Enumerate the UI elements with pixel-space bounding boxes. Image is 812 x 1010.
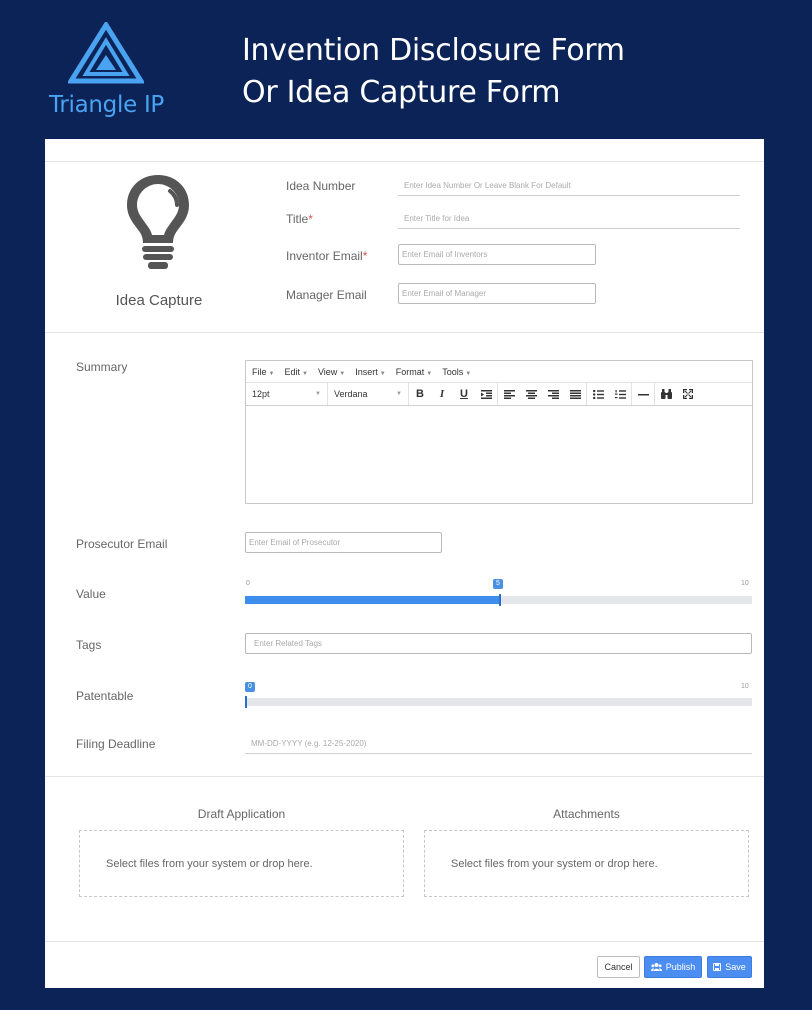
prosecutor-email-input[interactable] bbox=[245, 532, 442, 553]
horizontal-rule-button[interactable] bbox=[632, 383, 654, 405]
underline-icon: U bbox=[460, 388, 468, 400]
menu-format-label: Format bbox=[395, 366, 425, 377]
chevron-down-icon: ▼ bbox=[301, 370, 308, 377]
indent-icon bbox=[481, 390, 492, 399]
bullet-list-icon bbox=[593, 390, 604, 399]
value-slider-handle[interactable] bbox=[499, 594, 501, 606]
menu-edit-label: Edit bbox=[284, 366, 300, 377]
divider bbox=[45, 332, 764, 333]
numbered-list-button[interactable] bbox=[609, 383, 631, 405]
inventor-email-label-text: Inventor Email bbox=[286, 249, 363, 263]
idea-number-label: Idea Number bbox=[286, 179, 356, 193]
font-size-value: 12pt bbox=[252, 389, 270, 399]
summary-label: Summary bbox=[76, 360, 128, 374]
filing-deadline-input[interactable] bbox=[245, 737, 752, 754]
users-icon bbox=[651, 963, 662, 971]
required-mark: * bbox=[308, 212, 313, 226]
align-center-button[interactable] bbox=[520, 383, 542, 405]
chevron-down-icon: ▼ bbox=[268, 370, 275, 377]
cancel-button[interactable] bbox=[597, 956, 640, 978]
menu-tools[interactable] bbox=[442, 367, 471, 377]
page-title-line-1: Invention Disclosure Form bbox=[242, 33, 625, 68]
menu-insert-label: Insert bbox=[355, 366, 378, 377]
required-mark: * bbox=[362, 249, 368, 263]
italic-icon: I bbox=[439, 388, 445, 400]
summary-editor bbox=[245, 360, 753, 504]
bold-icon: B bbox=[416, 388, 424, 400]
fullscreen-button[interactable] bbox=[677, 383, 699, 405]
align-right-icon bbox=[548, 390, 559, 399]
tags-input[interactable] bbox=[245, 633, 752, 654]
menu-view-label: View bbox=[317, 366, 338, 377]
value-current-bubble: 5 bbox=[493, 579, 503, 589]
chevron-down-icon: ▼ bbox=[465, 370, 472, 377]
patentable-label: Patentable bbox=[76, 689, 134, 703]
menu-file-label: File bbox=[252, 366, 267, 377]
floppy-disk-icon bbox=[713, 963, 721, 971]
find-icon bbox=[661, 389, 672, 399]
value-max-label: 10 bbox=[741, 580, 749, 587]
title-label-text: Title bbox=[286, 212, 309, 226]
inventor-email-label bbox=[286, 249, 367, 263]
menu-tools-label: Tools bbox=[442, 366, 464, 377]
numbered-list-icon bbox=[615, 390, 626, 399]
triangle-logo-icon bbox=[68, 22, 144, 84]
inventor-email-input[interactable] bbox=[398, 244, 596, 265]
save-label: Save bbox=[725, 962, 746, 972]
brand-name: Triangle IP bbox=[49, 92, 164, 118]
tags-label: Tags bbox=[76, 638, 102, 652]
patentable-slider[interactable] bbox=[245, 698, 752, 706]
save-button[interactable] bbox=[707, 956, 752, 978]
chevron-down-icon: ▼ bbox=[426, 370, 433, 377]
manager-email-label: Manager Email bbox=[286, 288, 367, 302]
idea-number-input[interactable] bbox=[398, 179, 740, 196]
patentable-current-bubble: 0 bbox=[245, 682, 255, 692]
divider bbox=[45, 941, 764, 942]
chevron-down-icon: ▼ bbox=[315, 391, 321, 397]
manager-email-input[interactable] bbox=[398, 283, 596, 304]
dropzone-prompt: Select files from your system or drop here. bbox=[451, 857, 658, 870]
publish-button[interactable] bbox=[644, 956, 702, 978]
align-justify-icon bbox=[570, 390, 581, 399]
editor-toolbar bbox=[246, 383, 752, 406]
find-button[interactable] bbox=[655, 383, 677, 405]
fullscreen-icon bbox=[683, 389, 693, 399]
idea-form-card bbox=[45, 139, 764, 988]
align-left-button[interactable] bbox=[498, 383, 520, 405]
page-title-line-2: Or Idea Capture Form bbox=[242, 75, 561, 110]
font-family-select[interactable] bbox=[328, 383, 409, 405]
cancel-label: Cancel bbox=[604, 962, 633, 972]
prosecutor-email-label: Prosecutor Email bbox=[76, 537, 168, 551]
chevron-down-icon: ▼ bbox=[339, 370, 346, 377]
divider bbox=[45, 776, 764, 777]
value-slider-fill bbox=[245, 596, 499, 604]
align-justify-button[interactable] bbox=[564, 383, 586, 405]
align-center-icon bbox=[526, 390, 537, 399]
dropzone-prompt: Select files from your system or drop here. bbox=[106, 857, 313, 870]
divider bbox=[45, 161, 764, 162]
underline-button[interactable] bbox=[453, 383, 475, 405]
editor-menubar bbox=[246, 361, 752, 383]
chevron-down-icon: ▼ bbox=[379, 370, 386, 377]
menu-file[interactable] bbox=[252, 367, 274, 377]
align-right-button[interactable] bbox=[542, 383, 564, 405]
triangle-ip-logo bbox=[44, 22, 169, 122]
lightbulb-icon bbox=[123, 171, 193, 271]
font-size-select[interactable] bbox=[246, 383, 328, 405]
italic-button[interactable] bbox=[431, 383, 453, 405]
draft-application-dropzone[interactable] bbox=[79, 830, 404, 897]
bold-button[interactable] bbox=[409, 383, 431, 405]
menu-format[interactable] bbox=[396, 367, 432, 377]
indent-button[interactable] bbox=[475, 383, 497, 405]
value-min-label: 0 bbox=[246, 580, 250, 587]
idea-capture-label: Idea Capture bbox=[115, 292, 203, 309]
title-input[interactable] bbox=[398, 212, 740, 229]
attachments-title: Attachments bbox=[553, 807, 620, 821]
filing-deadline-label: Filing Deadline bbox=[76, 737, 156, 751]
publish-label: Publish bbox=[665, 962, 696, 972]
page-title bbox=[242, 30, 625, 114]
draft-application-title: Draft Application bbox=[197, 807, 286, 821]
patentable-max-label: 10 bbox=[741, 683, 749, 690]
align-left-icon bbox=[504, 390, 515, 399]
menu-view[interactable] bbox=[318, 367, 345, 377]
chevron-down-icon: ▼ bbox=[396, 391, 402, 397]
font-family-value: Verdana bbox=[334, 389, 368, 399]
horizontal-rule-icon bbox=[638, 390, 649, 399]
menu-edit[interactable] bbox=[284, 367, 307, 377]
editor-content-area[interactable] bbox=[246, 406, 752, 505]
title-label bbox=[286, 212, 313, 226]
value-label: Value bbox=[76, 587, 106, 601]
patentable-slider-handle[interactable] bbox=[245, 696, 247, 708]
menu-insert[interactable] bbox=[355, 367, 385, 377]
bullet-list-button[interactable] bbox=[587, 383, 609, 405]
attachments-dropzone[interactable] bbox=[424, 830, 749, 897]
